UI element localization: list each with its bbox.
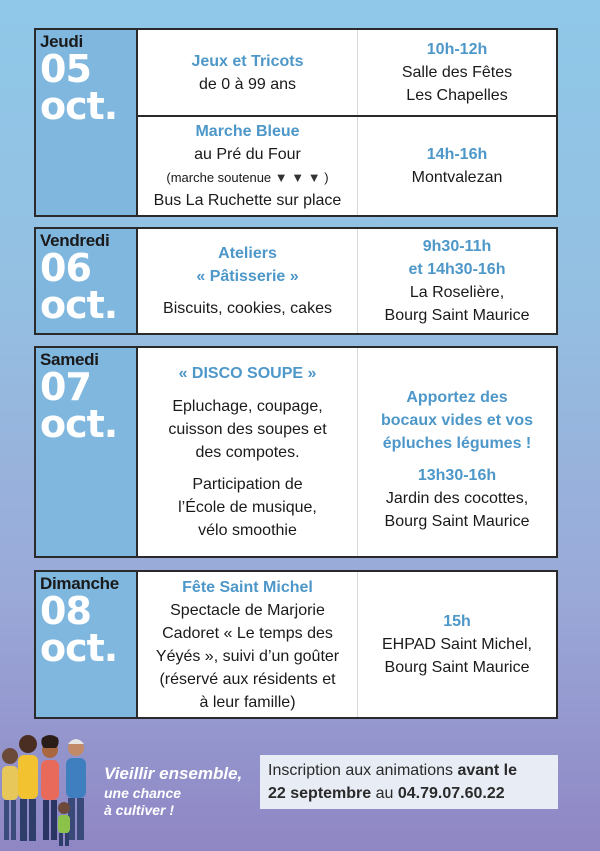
activity-detail: Spectacle de Marjorie xyxy=(170,601,325,619)
tagline xyxy=(104,763,242,819)
registration-deadline: 22 septembre xyxy=(268,785,372,802)
month: oct. xyxy=(40,84,118,128)
activity-note: (marche soutenue xyxy=(166,170,272,186)
event-time: et 14h30-16h xyxy=(408,261,506,278)
day-card-vendredi xyxy=(34,227,558,335)
event-time: 9h30-11h xyxy=(422,238,492,255)
month: oct. xyxy=(40,402,118,446)
day-number: 08 xyxy=(40,589,91,633)
activity-title: « DISCO SOUPE » xyxy=(178,365,317,382)
activity-detail: l’École de musique, xyxy=(178,499,317,516)
event-place: Les Chapelles xyxy=(406,87,508,105)
day-card-dimanche xyxy=(34,570,558,719)
event-time: 15h xyxy=(443,613,471,630)
day-name: Jeudi xyxy=(40,32,83,51)
date-panel xyxy=(36,30,138,215)
activity-detail: au Pré du Four xyxy=(194,146,301,164)
month: oct. xyxy=(40,283,118,327)
activity-detail: cuisson des soupes et xyxy=(168,421,327,438)
time-place-cell xyxy=(358,30,556,115)
event-row xyxy=(138,572,556,717)
tagline-line: Vieillir ensemble, xyxy=(104,764,243,783)
activity-detail: des compotes. xyxy=(195,444,300,461)
activity-detail: Biscuits, cookies, cakes xyxy=(163,300,332,317)
time-place-cell xyxy=(358,229,556,333)
activity-detail: Epluchage, coupage, xyxy=(172,398,323,415)
event-place: Jardin des cocottes, xyxy=(385,490,529,507)
activity-cell xyxy=(138,30,358,115)
event-place: La Roselière, xyxy=(409,284,505,301)
day-number: 06 xyxy=(40,246,91,290)
event-time: 14h-16h xyxy=(426,146,488,164)
event-place: EHPAD Saint Michel, xyxy=(382,636,532,653)
day-number: 05 xyxy=(40,47,91,91)
event-place: Bourg Saint Maurice xyxy=(384,659,530,676)
activity-detail: (réservé aux résidents et xyxy=(159,670,336,688)
tagline-line: à cultiver ! xyxy=(104,802,175,818)
activity-title: Fête Saint Michel xyxy=(182,578,313,596)
registration-text: au xyxy=(375,785,394,802)
activity-cell xyxy=(138,348,358,556)
event-time: 13h30-16h xyxy=(417,467,497,484)
date-panel xyxy=(36,348,138,556)
registration-text: Inscription aux animations xyxy=(268,762,453,779)
time-place-cell xyxy=(358,348,556,556)
registration-deadline-prefix: avant le xyxy=(457,762,518,779)
activity-detail: à leur famille) xyxy=(199,693,296,711)
hiking-boot-icon: ▼ xyxy=(274,170,288,186)
activity-cell xyxy=(138,572,358,717)
event-row xyxy=(138,348,556,556)
date-panel xyxy=(36,229,138,333)
activity-cell xyxy=(138,117,358,215)
activity-title: Marche Bleue xyxy=(195,123,300,141)
day-card-samedi xyxy=(34,346,558,558)
event-time: 10h-12h xyxy=(426,41,488,59)
event-place: Bourg Saint Maurice xyxy=(384,513,530,530)
activity-detail: Cadoret « Le temps des xyxy=(162,624,333,642)
event-row xyxy=(138,229,556,333)
month: oct. xyxy=(40,626,118,670)
day-name: Dimanche xyxy=(40,574,119,593)
activity-note-close: ) xyxy=(324,170,329,186)
event-note: Apportez des xyxy=(406,389,508,406)
activity-detail: Participation de xyxy=(192,476,303,493)
activity-detail xyxy=(142,166,353,189)
activity-title: « Pâtisserie » xyxy=(196,268,299,285)
day-name: Samedi xyxy=(40,350,99,369)
day-name: Vendredi xyxy=(40,231,110,250)
people-illustration xyxy=(0,728,100,851)
event-place: Bourg Saint Maurice xyxy=(384,307,530,324)
registration-box xyxy=(260,755,558,809)
event-place: Salle des Fêtes xyxy=(401,64,513,82)
event-note: bocaux vides et vos xyxy=(380,412,534,429)
event-note: épluches légumes ! xyxy=(382,435,532,452)
time-place-cell xyxy=(358,572,556,717)
day-number: 07 xyxy=(40,365,91,409)
activity-detail: de 0 à 99 ans xyxy=(199,75,296,93)
event-place: Montvalezan xyxy=(411,169,503,187)
tagline-line: une chance xyxy=(104,785,182,801)
hiking-boot-icon: ▼ xyxy=(291,170,305,186)
date-panel xyxy=(36,572,138,717)
activity-cell xyxy=(138,229,358,333)
activity-detail: vélo smoothie xyxy=(198,522,297,539)
phone-number[interactable]: 04.79.07.60.22 xyxy=(397,785,505,802)
activity-detail: Bus La Ruchette sur place xyxy=(153,192,342,210)
activity-detail: Yéyés », suivi d’un goûter xyxy=(155,647,340,665)
time-place-cell xyxy=(358,117,556,215)
event-row xyxy=(138,30,556,115)
activity-title: Jeux et Tricots xyxy=(191,52,304,70)
event-row xyxy=(138,115,556,215)
hiking-boot-icon: ▼ xyxy=(307,170,321,186)
day-card-jeudi xyxy=(34,28,558,217)
activity-title: Ateliers xyxy=(218,245,277,262)
